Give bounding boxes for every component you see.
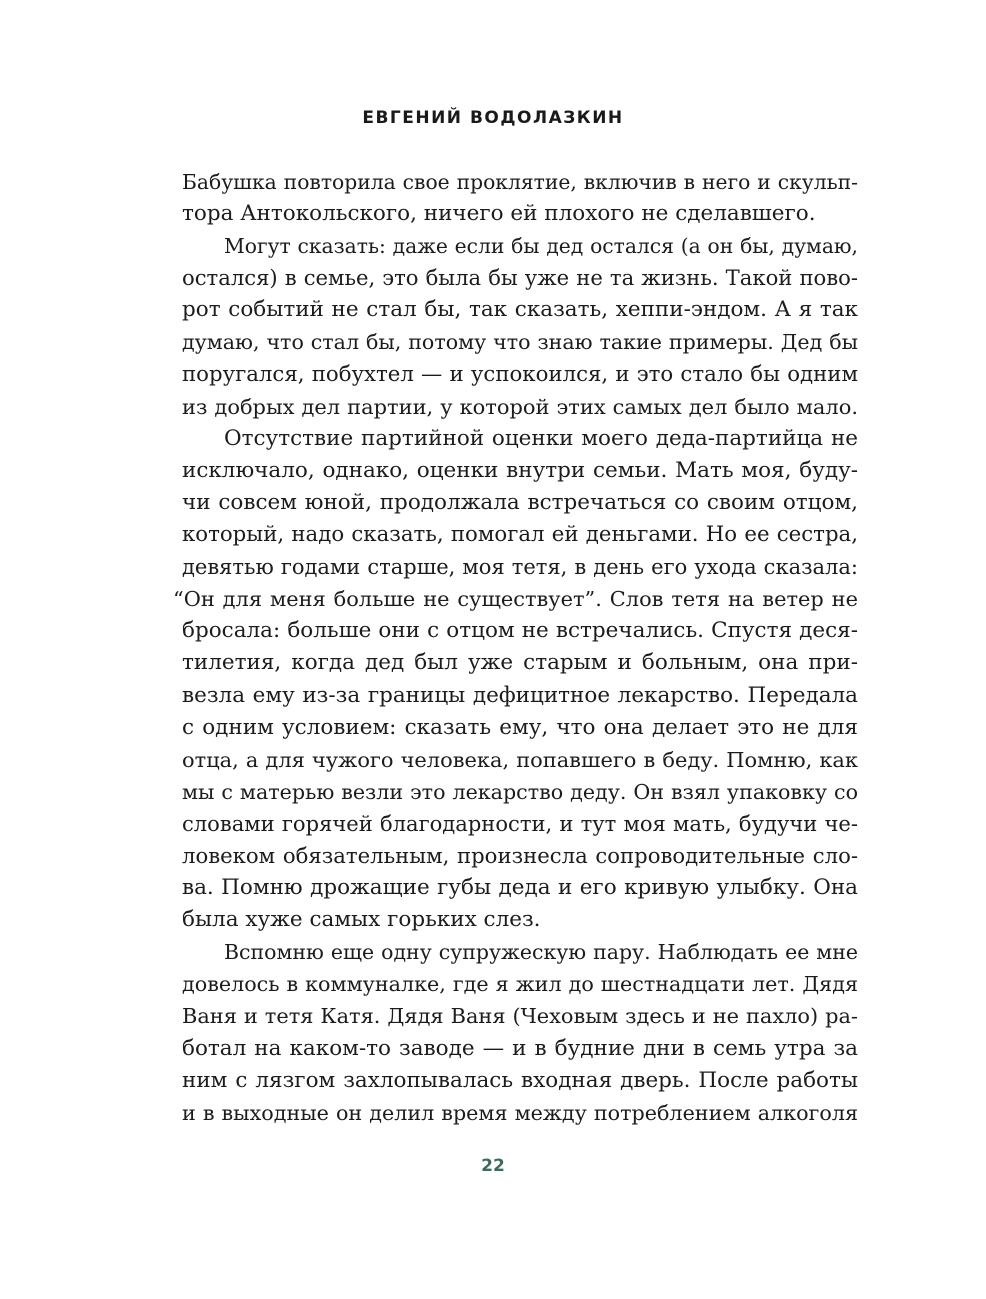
text-line: словами горячей благодарности, и тут моя мать, будучи че- [182, 810, 858, 836]
text-line: с одним условием: сказать ему, что она делает это не для [182, 714, 858, 740]
text-line: везла ему из-за границы дефицитное лекарство. Передала [182, 682, 858, 708]
text-line: тилетия, когда дед был уже старым и больным, она при- [182, 650, 858, 676]
text-line: остался) в семье, это была бы уже не та жизнь. Такой пово- [182, 265, 858, 291]
text-line: исключало, однако, оценки внутри семьи. Мать моя, буду- [182, 457, 858, 483]
text-line: чи совсем юной, продолжала встречаться со своим отцом, [182, 489, 858, 515]
body-text [173, 166, 858, 1129]
text-line: тора Антокольского, ничего ей плохого не сделавшего. [182, 201, 816, 227]
text-line: девятью годами старше, моя тетя, в день его ухода сказала: [182, 555, 858, 580]
text-line: ботал на каком-то заводе — и в будние дни в семь утра за [182, 1035, 858, 1061]
text-line: Вспомню еще одну супружескую пару. Наблюдать ее мне [224, 940, 858, 965]
text-line: мы с матерью везли это лекарство деду. Он взял упаковку со [182, 779, 858, 804]
text-line: Могут сказать: даже если бы дед остался (а он бы, думаю, [224, 234, 858, 259]
text-line: ва. Помню дрожащие губы деда и его кривую улыбку. Она [182, 875, 858, 901]
page-number: 22 [481, 1156, 505, 1176]
text-line: бросала: больше они с отцом не встречались. Спустя деся- [182, 618, 858, 644]
text-line: была хуже самых горьких слез. [182, 907, 541, 933]
text-line: который, надо сказать, помогал ей деньгами. Но ее сестра, [182, 522, 858, 548]
text-line: ловеком обязательным, произнесла сопроводительные сло- [182, 842, 858, 868]
running-head-author: ЕВГЕНИЙ ВОДОЛАЗКИН [362, 108, 624, 128]
text-line: и в выходные он делил время между потреблением алкоголя [182, 1100, 858, 1125]
text-line: Ваня и тетя Катя. Дядя Ваня (Чеховым здесь и не пахло) ра- [182, 1004, 858, 1029]
text-line: из добрых дел партии, у которой этих самых дел было мало. [182, 394, 858, 419]
text-line: отца, а для чужого человека, попавшего в беду. Помню, как [182, 747, 858, 772]
text-line: довелось в коммуналке, где я жил до шестнадцати лет. Дядя [182, 972, 858, 997]
text-line: Отсутствие партийной оценки моего деда-партийца не [224, 425, 858, 451]
text-line: “Он для меня больше не существует”. Слов тетя на ветер не [173, 587, 858, 612]
text-line: поругался, побухтел — и успокоился, и это стало бы одним [182, 361, 858, 387]
text-line: Бабушка повторила свое проклятие, включив в него и скульп- [182, 170, 858, 194]
text-line: думаю, что стал бы, потому что знаю такие примеры. Дед бы [182, 330, 858, 355]
text-line: рот событий не стал бы, так сказать, хеппи-эндом. А я так [182, 297, 858, 323]
text-line: ним с лязгом захлопывалась входная дверь. После работы [182, 1067, 858, 1093]
